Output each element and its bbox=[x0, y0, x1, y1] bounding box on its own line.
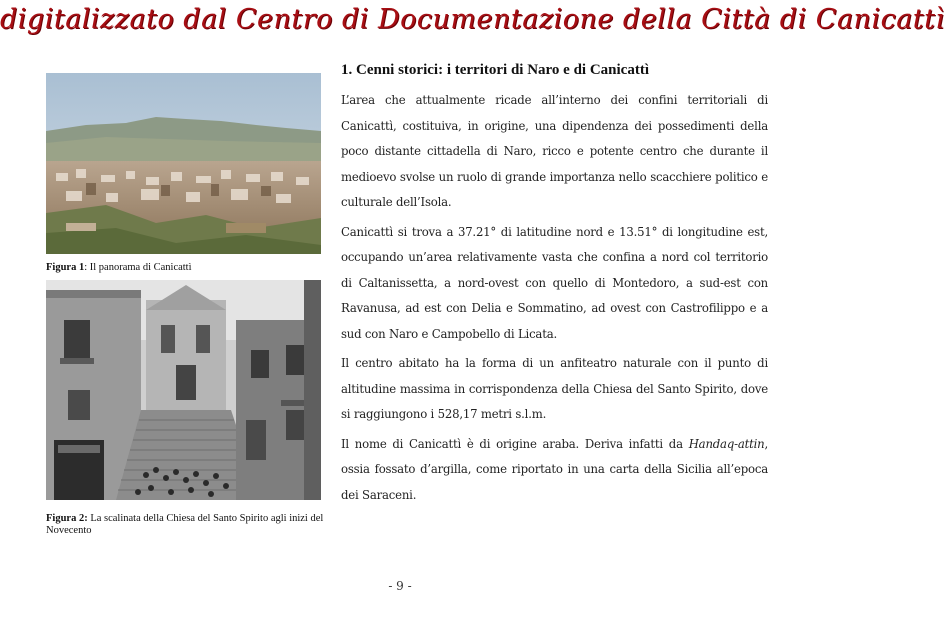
section-heading: 1. Cenni storici: i territori di Naro e di Canicattì bbox=[341, 62, 649, 78]
figure-2-caption-text: La scalinata della Chiesa del Santo Spirito agli inizi del Novecento bbox=[46, 513, 324, 536]
page-number: - 9 - bbox=[388, 579, 412, 593]
paragraph-4-italic-term: Handaq-attin bbox=[688, 436, 765, 451]
paragraph-2: Canicattì si trova a 37.21° di latitudine nord e 13.51° di longitudine est, occupando un’area relativamente vasta che confina a nord col territorio di Caltanissetta, a nord-ovest con quello di Montedoro, a sud-est con Ravanusa, ad est con Delia e Sommatino, ad ovest con Castrofilippo e a sud con Naro e Campobello di Licata. bbox=[341, 224, 768, 341]
paragraph-4-text-before: Il nome di Canicattì è di origine araba. Deriva infatti da bbox=[341, 436, 689, 451]
figure-1-caption bbox=[46, 262, 326, 274]
figure-2-caption bbox=[46, 513, 326, 537]
paragraph-1: L’area che attualmente ricade all’interno dei confini territoriali di Canicattì, costituiva, in origine, una dipendenza dei possedimenti della poco distante cittadella di Naro, ricco e potente centro che durante il medioevo svolse un ruolo di grande importanza nello scacchiere politico e culturale dell’Isola. bbox=[341, 93, 768, 209]
header-banner: digitalizzato dal Centro di Documentazione della Città di Canicattì bbox=[0, 4, 945, 35]
article bbox=[341, 62, 768, 512]
figure-stairway-image bbox=[46, 280, 321, 500]
paragraph-3: Il centro abitato ha la forma di un anfiteatro naturale con il punto di altitudine massima in corrispondenza della Chiesa del Santo Spirito, dove si raggiungono i 528,17 metri s.l.m. bbox=[341, 356, 768, 421]
figure-1-label: Figura 1 bbox=[46, 262, 85, 273]
figure-1-caption-text: : Il panorama di Canicattì bbox=[84, 262, 192, 273]
paragraph-4-text-after: , ossia fossato d’argilla, come riportato in una carta della Sicilia all’epoca dei Saraceni. bbox=[341, 436, 768, 502]
figure-2-label: Figura 2: bbox=[46, 513, 88, 524]
paragraph-4 bbox=[341, 432, 768, 509]
figure-panorama-image bbox=[46, 73, 321, 254]
